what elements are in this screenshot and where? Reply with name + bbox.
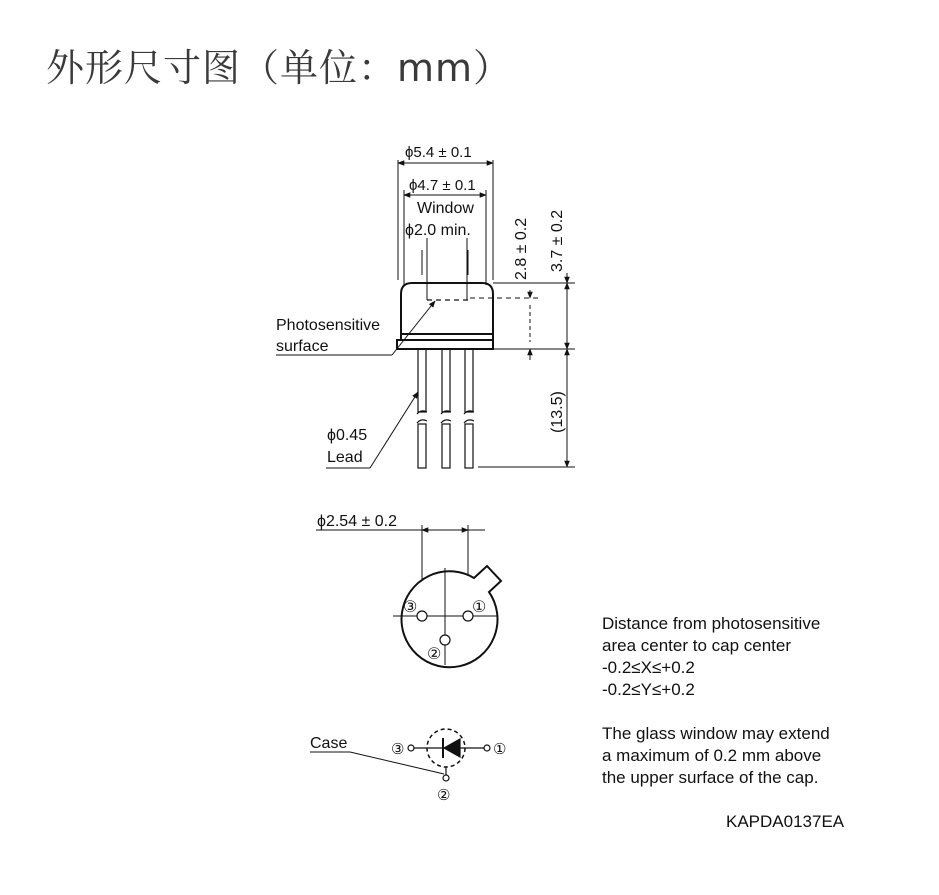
lead-middle: [442, 349, 450, 412]
schematic-pin-2: ②: [437, 787, 451, 804]
note-line: The glass window may extend: [602, 724, 830, 743]
photosensitive-label-line2: surface: [276, 338, 329, 355]
pin-2-number: ②: [427, 646, 442, 663]
bottom-view: [316, 525, 501, 667]
photosensitive-label-line1: Photosensitive: [276, 317, 381, 334]
bottom-pin-3: [417, 611, 427, 621]
dim-cap-diameter: ϕ5.4 ± 0.1: [405, 144, 472, 161]
lead-left: [418, 349, 426, 412]
lead-right: [465, 349, 473, 412]
note-line: -0.2≤Y≤+0.2: [602, 680, 695, 699]
dim-lead-length: (13.5): [549, 391, 566, 433]
dim-pin-circle: ϕ2.54 ± 0.2: [317, 513, 398, 530]
bottom-outline: [402, 566, 501, 667]
window-label: Window: [417, 200, 474, 217]
schematic-labels: [310, 735, 506, 804]
notes-block: [602, 613, 830, 789]
pin-3-number: ③: [403, 599, 418, 616]
pin-1-number: ①: [472, 599, 487, 616]
note-line: a maximum of 0.2 mm above: [602, 746, 822, 765]
dim-height-cap: 3.7 ± 0.2: [549, 209, 566, 272]
dim-window-diameter: ϕ4.7 ± 0.1: [409, 177, 476, 194]
dim-window-min: ϕ2.0 min.: [405, 222, 471, 239]
note-line: the upper surface of the cap.: [602, 768, 819, 787]
case-label: Case: [310, 735, 348, 752]
lead-label: Lead: [327, 449, 363, 466]
page-title: 外形尺寸图（单位：mm）: [46, 46, 513, 90]
flange: [397, 340, 493, 349]
drawing-code: KAPDA0137EA: [726, 812, 845, 831]
schematic-pin-3: ③: [391, 741, 405, 758]
lead-diameter-label: ϕ0.45: [327, 427, 368, 444]
note-line: area center to cap center: [602, 636, 792, 655]
note-line: -0.2≤X≤+0.2: [602, 658, 695, 677]
bottom-pin-2: [440, 635, 450, 645]
note-line: Distance from photosensitive: [602, 614, 821, 633]
dim-height-surface: 2.8 ± 0.2: [513, 217, 530, 280]
diode-triangle: [444, 739, 460, 757]
schematic-pin-1: ①: [493, 741, 507, 758]
